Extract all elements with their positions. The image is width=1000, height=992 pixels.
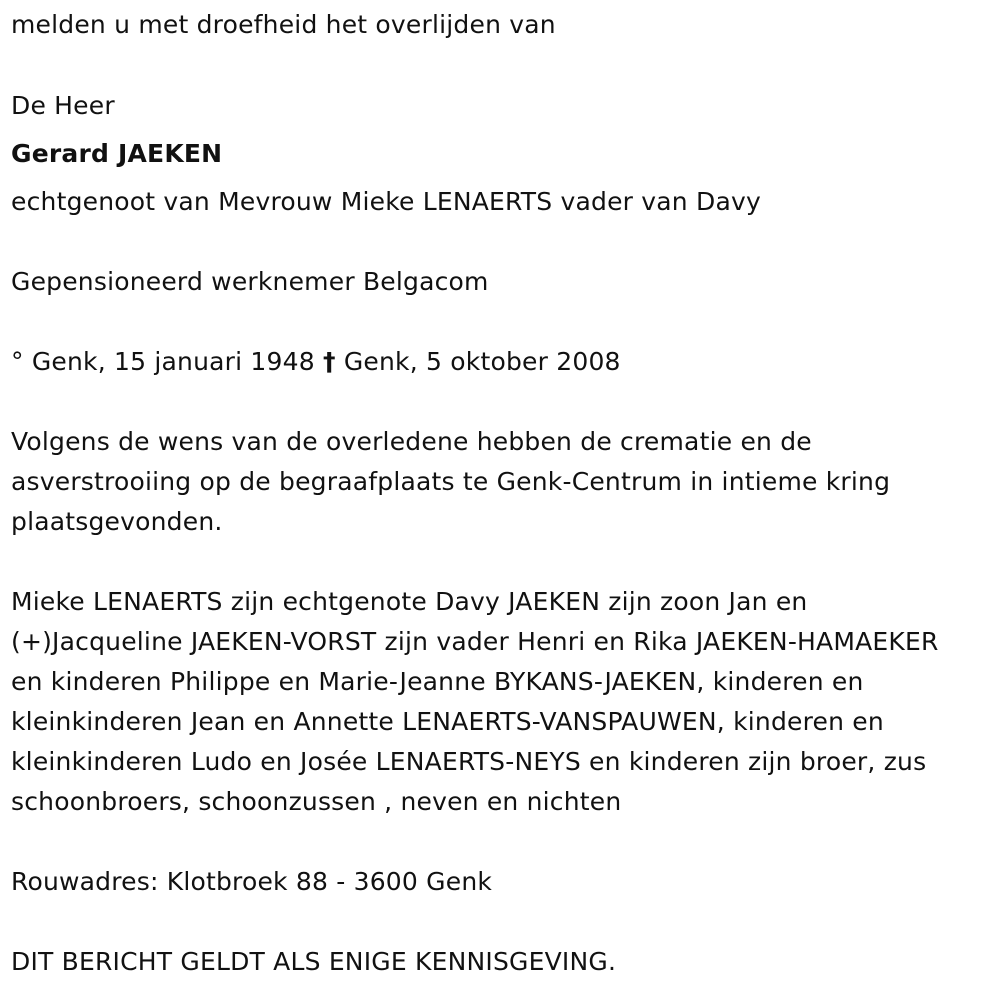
- honorific: De Heer: [11, 91, 115, 120]
- mourning-address: Rouwadres: Klotbroek 88 - 3600 Genk: [11, 867, 493, 896]
- ceremony-line: Volgens de wens van de overledene hebben de crematie en de: [11, 427, 812, 456]
- death-info: Genk, 5 oktober 2008: [343, 347, 621, 376]
- birth-info: ° Genk, 15 januari 1948: [11, 347, 315, 376]
- family-line: en kinderen Philippe en Marie-Jeanne BYKANS-JAEKEN, kinderen en: [11, 667, 864, 696]
- family-line: kleinkinderen Ludo en Josée LENAERTS-NEYS en kinderen zijn broer, zus: [11, 747, 927, 776]
- deceased-name: Gerard JAEKEN: [11, 139, 223, 168]
- notice-text: DIT BERICHT GELDT ALS ENIGE KENNISGEVING.: [11, 947, 617, 976]
- family-line: kleinkinderen Jean en Annette LENAERTS-VANSPAUWEN, kinderen en: [11, 707, 884, 736]
- life-dates: [11, 342, 621, 382]
- family-line: schoonbroers, schoonzussen , neven en nichten: [11, 787, 622, 816]
- intro-text: melden u met droefheid het overlijden van: [11, 10, 556, 39]
- spouse-line: echtgenoot van Mevrouw Mieke LENAERTS vader van Davy: [11, 187, 761, 216]
- ceremony-line: plaatsgevonden.: [11, 507, 223, 536]
- family-line: Mieke LENAERTS zijn echtgenote Davy JAEKEN zijn zoon Jan en: [11, 587, 808, 616]
- cross-icon: †: [323, 347, 336, 376]
- profession: Gepensioneerd werknemer Belgacom: [11, 267, 489, 296]
- family-line: (+)Jacqueline JAEKEN-VORST zijn vader Henri en Rika JAEKEN-HAMAEKER: [11, 627, 939, 656]
- ceremony-line: asverstrooiing op de begraafplaats te Genk-Centrum in intieme kring: [11, 467, 891, 496]
